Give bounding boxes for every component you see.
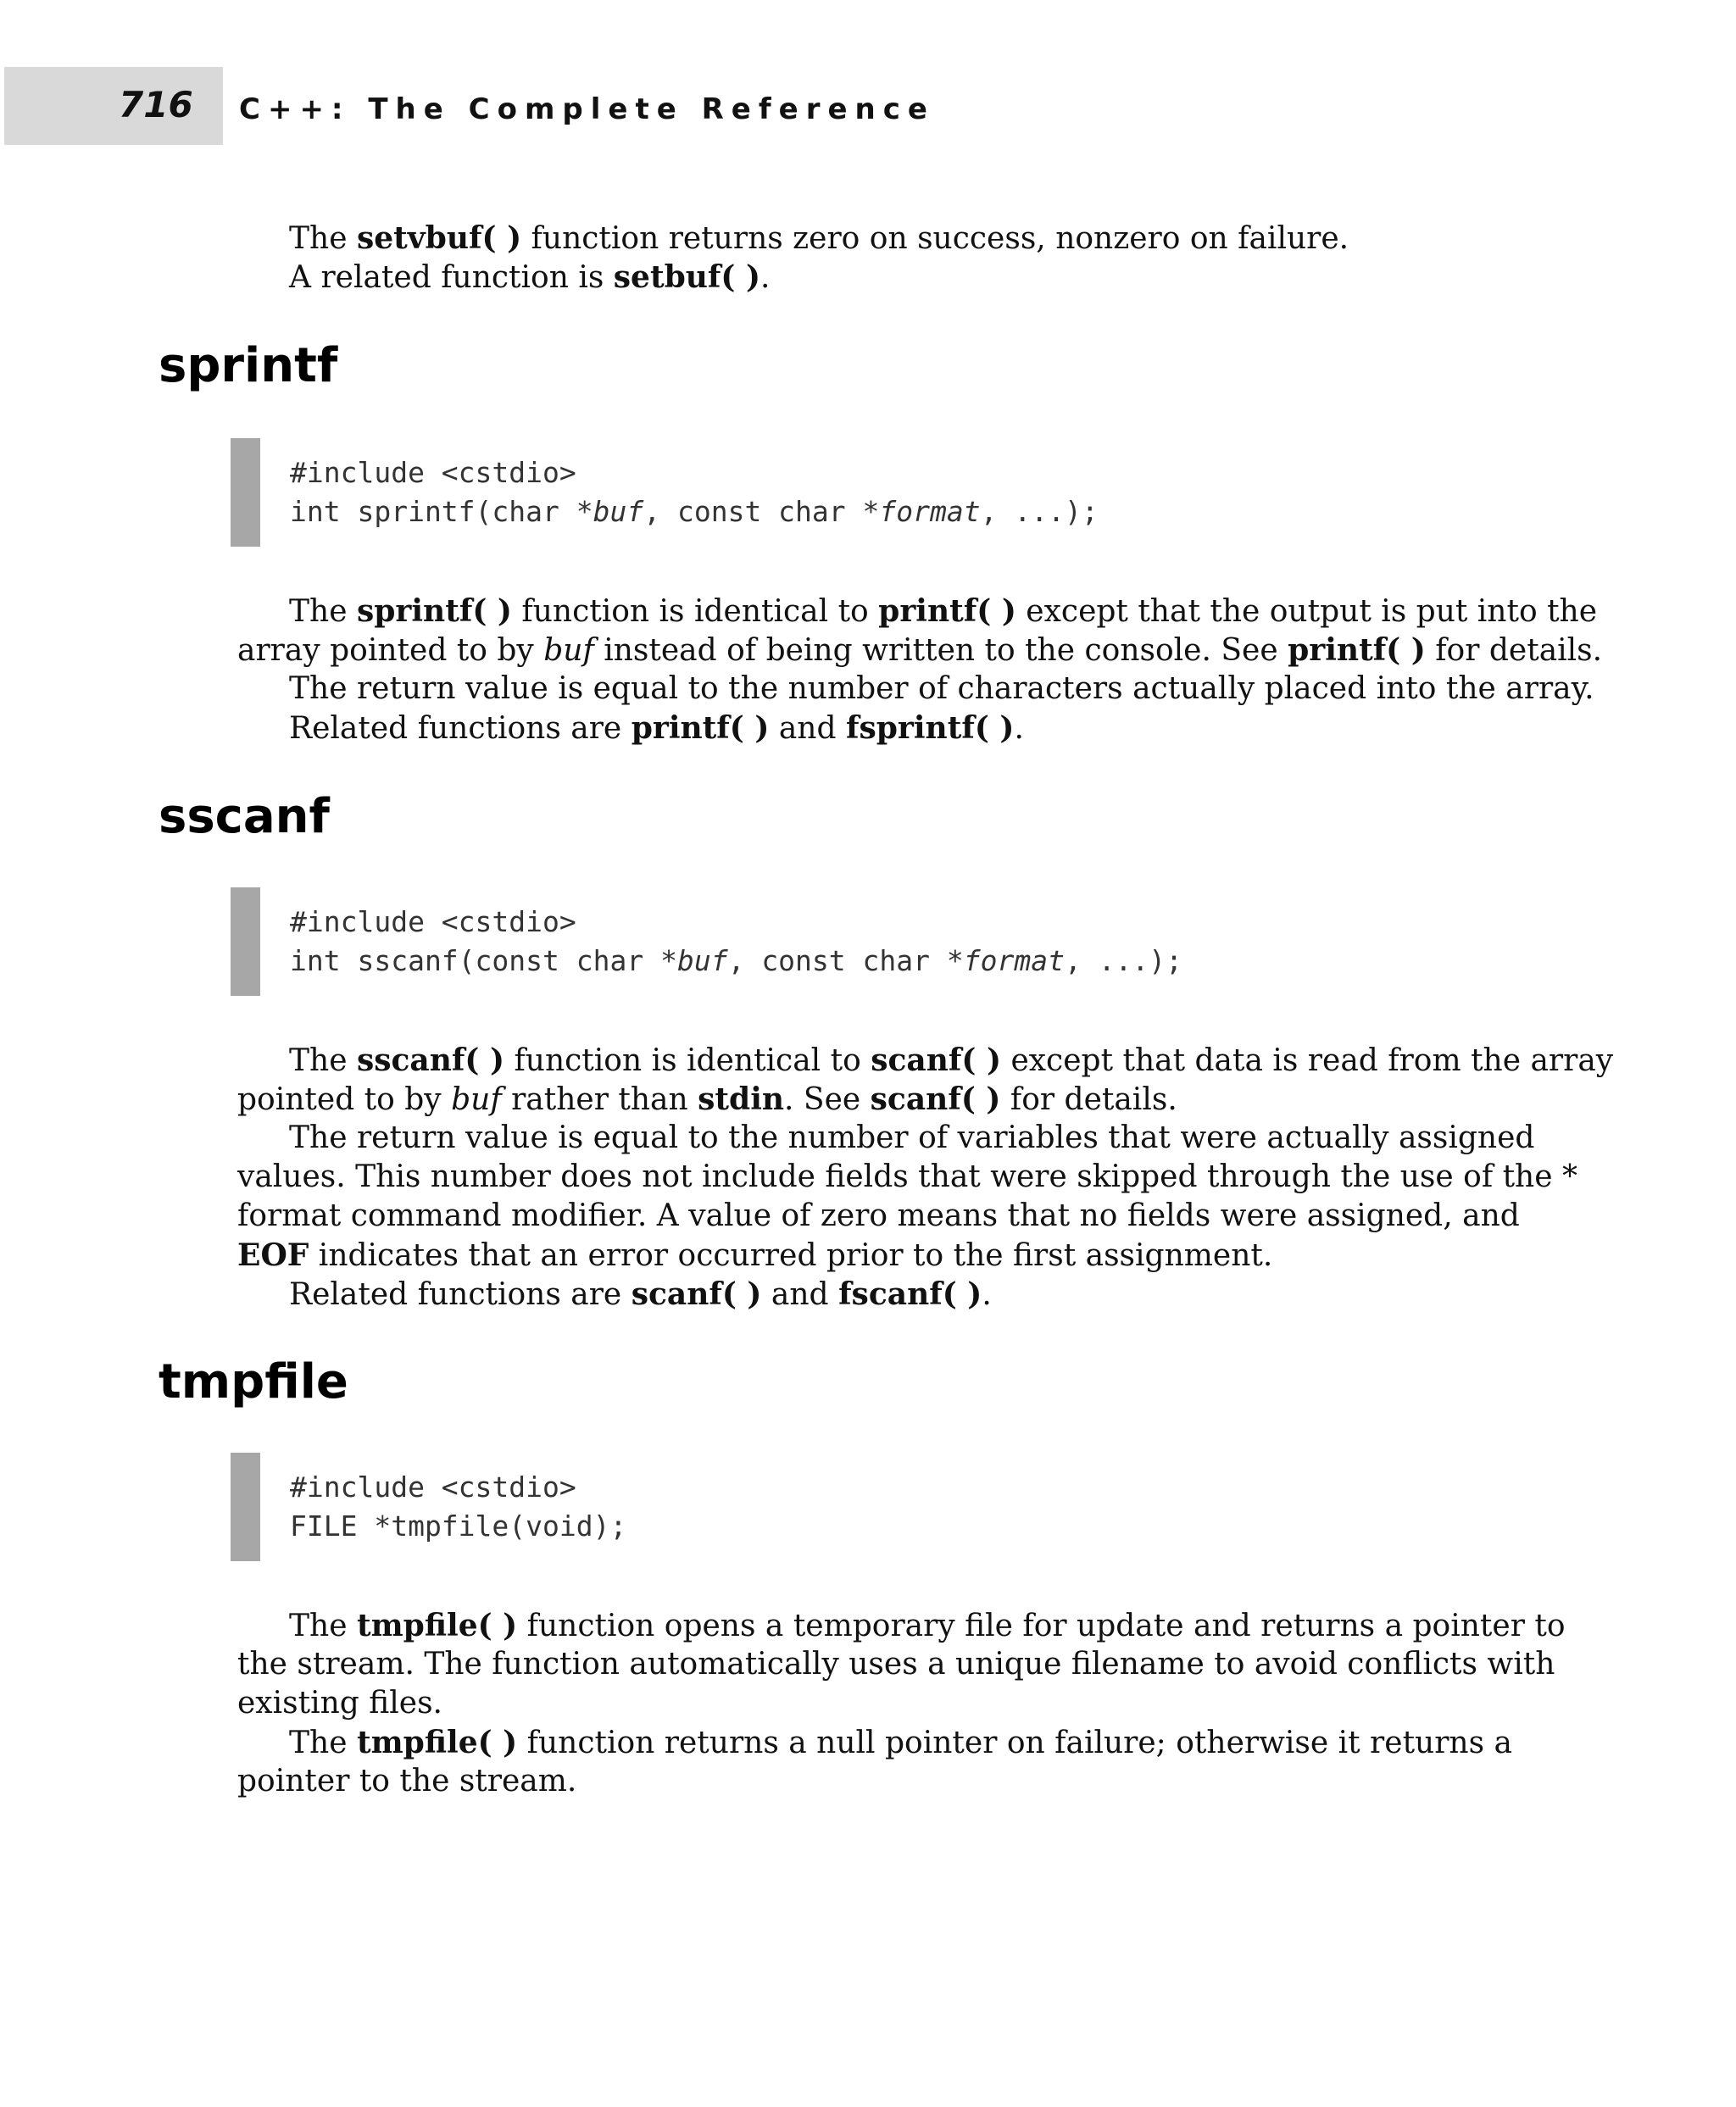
code-line-include: #include <cstdio>	[290, 1470, 576, 1504]
sscanf-return-line-3: format command modifier. A value of zero means that no fields were assigned, and	[237, 1198, 1520, 1233]
sscanf-desc-line-1: The sscanf( ) function is identical to scanf( ) except that data is read from the array	[289, 1042, 1614, 1078]
sscanf-desc-line-2: pointed to by buf rather than stdin. See scanf( ) for details.	[237, 1081, 1177, 1117]
heading-tmpfile: tmpfile	[159, 1354, 348, 1409]
code-block-bar	[231, 1453, 260, 1561]
sscanf-related-line: Related functions are scanf( ) and fscanf( ).	[289, 1276, 992, 1312]
code-line-prototype: FILE *tmpfile(void);	[290, 1509, 627, 1543]
code-block-bar	[231, 438, 260, 547]
tmpfile-return-line-2: pointer to the stream.	[237, 1764, 577, 1798]
code-block-bar	[231, 887, 260, 996]
sscanf-return-line-1: The return value is equal to the number of variables that were actually assigned	[289, 1120, 1535, 1155]
sprintf-desc-line-2: array pointed to by buf instead of being written to the console. See printf( ) for details.	[237, 632, 1603, 668]
running-title: C++: The Complete Reference	[239, 92, 935, 126]
tmpfile-return-line-1: The tmpfile( ) function returns a null pointer on failure; otherwise it returns a	[289, 1725, 1512, 1760]
sprintf-desc-line-1: The sprintf( ) function is identical to printf( ) except that the output is put into the	[289, 593, 1598, 629]
code-line-prototype: int sscanf(const char *buf, const char *format, ...);	[290, 944, 1183, 977]
tmpfile-desc-line-2: the stream. The function automatically uses a unique filename to avoid conflicts with	[237, 1647, 1555, 1682]
code-line-include: #include <cstdio>	[290, 456, 576, 489]
setvbuf-return-line: The setvbuf( ) function returns zero on success, nonzero on failure.	[289, 220, 1349, 256]
sscanf-return-line-4: EOF indicates that an error occurred prior to the first assignment.	[237, 1237, 1273, 1273]
sprintf-return-line: The return value is equal to the number of characters actually placed into the array.	[289, 671, 1594, 706]
heading-sprintf: sprintf	[159, 338, 338, 393]
code-line-prototype: int sprintf(char *buf, const char *format, ...);	[290, 495, 1099, 528]
sscanf-return-line-2: values. This number does not include fields that were skipped through the use of the *	[237, 1159, 1577, 1194]
setvbuf-related-line: A related function is setbuf( ).	[289, 259, 771, 295]
sprintf-related-line: Related functions are printf( ) and fsprintf( ).	[289, 710, 1024, 746]
heading-sscanf: sscanf	[159, 789, 330, 844]
code-line-include: #include <cstdio>	[290, 905, 576, 938]
tmpfile-desc-line-3: existing files.	[237, 1686, 442, 1721]
tmpfile-desc-line-1: The tmpfile( ) function opens a temporary file for update and returns a pointer to	[289, 1608, 1566, 1643]
page-number: 716	[119, 84, 193, 125]
